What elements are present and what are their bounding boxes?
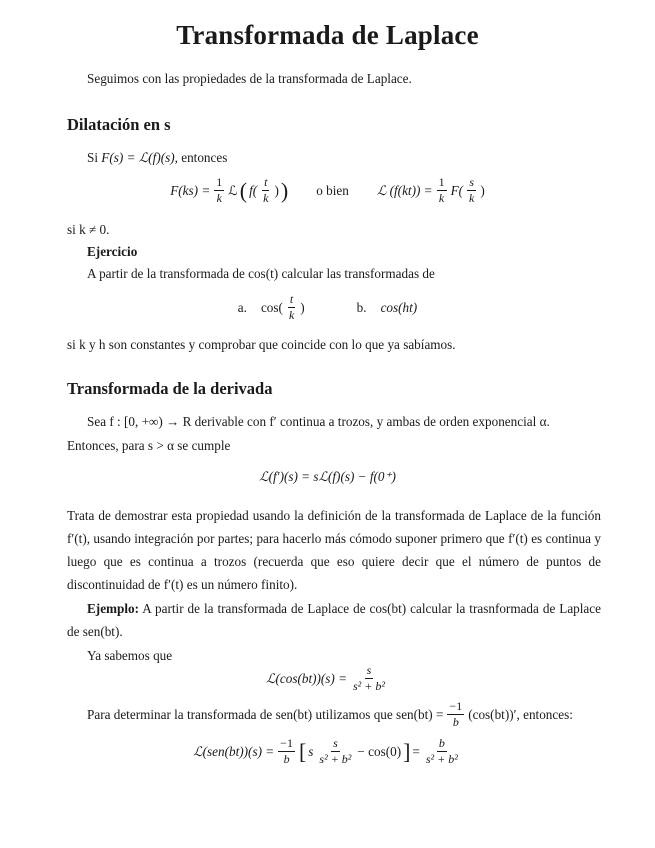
frac-den: k <box>288 308 295 322</box>
eq-right-left: ℒ (f(kt)) = <box>376 182 433 198</box>
cond-suffix: , entonces <box>174 150 228 165</box>
item-a-close: ) <box>300 299 305 315</box>
section-heading-derivada: Transformada de la derivada <box>67 379 273 398</box>
item-b-text: cos(ht) <box>380 299 418 315</box>
sen-transform-equation <box>0 737 655 766</box>
eq3-fraction-3 <box>424 737 460 766</box>
page-title: Transformada de Laplace <box>176 20 479 50</box>
frac-den: k <box>469 191 475 205</box>
cond-prefix: Si <box>87 150 102 165</box>
frac-num: b <box>438 736 445 750</box>
dilatacion-equation <box>0 176 655 205</box>
eq-paren-open: ( <box>239 177 248 203</box>
derivada-p1-line2: Entonces, para s > α se cumple <box>67 438 231 453</box>
eq3-bracket-open: [ <box>298 738 307 764</box>
known-text: Ya sabemos que <box>87 648 173 663</box>
intro-paragraph: Seguimos con las propiedades de la transformada de Laplace. <box>87 71 412 86</box>
derivada-equation <box>0 469 655 485</box>
eq-paren-close: ) <box>280 177 289 203</box>
eq2-left: ℒ(cos(bt))(s) = <box>266 670 348 686</box>
eq-fraction-t-over-k <box>261 176 270 205</box>
eq-inner-close: ) <box>274 182 279 198</box>
item-a-prefix: cos( <box>260 299 283 315</box>
eq-fraction-1-over-k-right <box>437 176 447 205</box>
eq3-s: s <box>308 743 314 759</box>
frac-den: b <box>452 715 459 729</box>
frac-num: t <box>264 175 268 189</box>
item-b-label: b. <box>356 299 367 315</box>
p3-fraction <box>447 700 464 729</box>
frac-den: s² + b² <box>319 752 352 766</box>
frac-num: s <box>366 663 372 677</box>
eq3-left: ℒ(sen(bt))(s) = <box>193 743 275 759</box>
exercise-label <box>67 240 601 263</box>
eq-laplace-symbol: ℒ <box>228 182 238 198</box>
frac-den: k <box>438 191 445 205</box>
frac-den: b <box>283 752 290 766</box>
p3-suffix: (cos(bt))′, entonces: <box>468 707 573 722</box>
eq-fraction-1-over-k <box>214 176 224 205</box>
frac-den: k <box>216 191 222 205</box>
sen-derivation-text <box>67 700 601 729</box>
example-label: Ejemplo: <box>87 601 140 616</box>
frac-num: t <box>289 292 294 306</box>
eq-right-F: F( <box>450 182 464 198</box>
frac-den: k <box>263 191 269 205</box>
exercise-label-text: Ejercicio <box>87 244 138 259</box>
eq3-mid: − cos(0) <box>357 743 402 759</box>
section-heading-dilatacion: Dilatación en s <box>67 115 171 134</box>
example-paragraph <box>67 597 601 643</box>
frac-num: −1 <box>449 699 463 713</box>
dilatacion-condition <box>67 146 601 169</box>
item-a-fraction <box>287 293 296 322</box>
eq-right-close: ) <box>480 182 485 198</box>
frac-num: −1 <box>280 736 293 750</box>
p3-prefix: Para determinar la transformada de sen(bt) utilizamos que sen(bt) = <box>87 707 444 722</box>
frac-den: s² + b² <box>425 752 458 766</box>
eq2-fraction <box>351 664 387 693</box>
frac-num: 1 <box>438 175 445 189</box>
frac-num: s <box>333 736 338 750</box>
dilatacion-after: si k ≠ 0. <box>67 222 110 237</box>
cos-transform-equation <box>0 664 655 693</box>
frac-num: 1 <box>216 175 223 189</box>
item-a-label: a. <box>237 299 247 315</box>
eq3-equals: = <box>412 743 420 759</box>
exercise-text: A partir de la transformada de cos(t) calcular las transformadas de <box>87 266 435 281</box>
derivada-equation-text: ℒ(f′)(s) = sℒ(f)(s) − f(0⁺) <box>259 469 396 484</box>
derivada-p2: Trata de demostrar esta propiedad usando la definición de la transformada de Laplace de la función f′(t), usando integración por partes; para hacerlo más cómodo suponer primero que f′(t) es continua y luego que es continua a trozos (recuerda que eso quiere decir que el número de puntos de discontinuidad de f′(t) es un número finito). <box>67 508 601 592</box>
eq-left: F(ks) = <box>170 182 211 198</box>
eq-fraction-s-over-k <box>467 176 476 205</box>
exercise-closing: si k y h son constantes y comprobar que coincide con lo que ya sabíamos. <box>67 337 456 352</box>
cond-formula: F(s) = ℒ(f)(s) <box>101 150 175 165</box>
exercise-items <box>0 293 655 322</box>
frac-num: s <box>469 175 475 189</box>
eq3-bracket-close: ] <box>403 738 411 764</box>
derivada-p1-line1: Sea f : [0, +∞) → R derivable con f′ continua a trozos, y ambas de orden exponencial α. <box>87 414 550 429</box>
eq-or-text: o bien <box>316 182 349 198</box>
eq3-fraction-1 <box>278 737 295 766</box>
eq-inner: f( <box>249 182 258 198</box>
eq3-fraction-2 <box>317 737 353 766</box>
frac-den: s² + b² <box>353 679 385 693</box>
example-text: A partir de la transformada de Laplace de cos(bt) calcular la trasnformada de Laplace de sen(bt). <box>67 601 601 639</box>
